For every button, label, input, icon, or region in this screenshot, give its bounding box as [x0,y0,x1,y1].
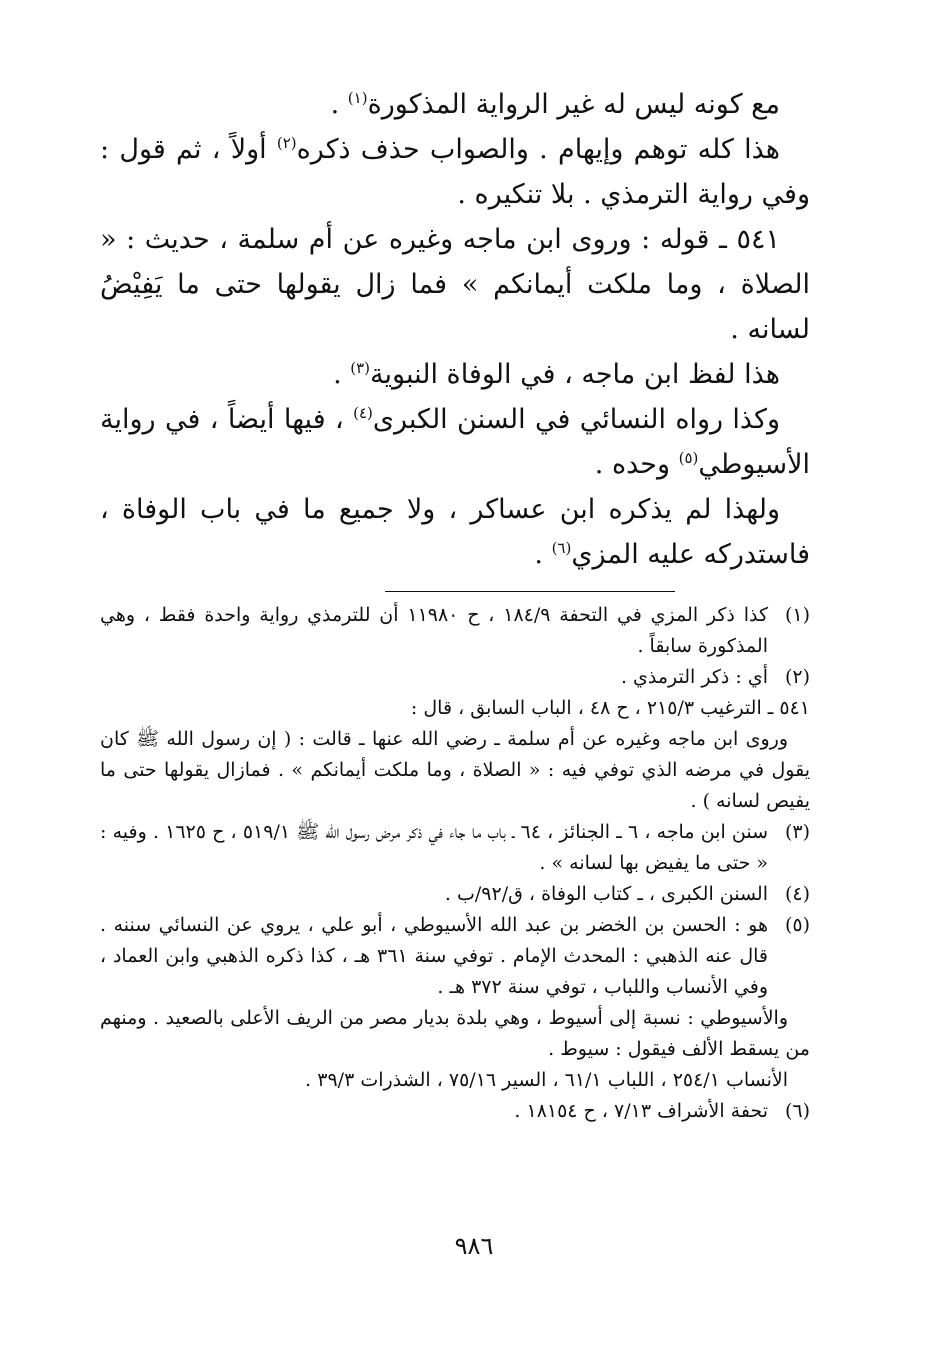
footnote-number: (٤) [784,883,810,905]
footnote-ref-2[interactable]: (٢) [276,134,297,152]
footnote-separator [385,591,675,592]
footnote-ref-3[interactable]: (٣) [350,359,371,377]
paragraph-2: هذا كله توهم وإيهام . والصواب حذف ذكره$^{(٢)}$ أولاً ، ثم قول : وفي رواية الترمذي . بلا تنكيره . [100,134,810,210]
commentary-body: وروى ابن ماجه وغيره عن أم سلمة ـ رضي الله عنها ـ قالت : ( إن رسول الله ﷺ كان يقول في مرضه الذي توفي فيه : « الصلاة ، وما ملكت أيمانكم » . فمازال يقولها حتى ما يفيص لسانه ) . [100,728,810,812]
footnotes [100,600,810,1127]
commentary-541 [100,693,810,817]
page-number: ٩٨٦ [454,1232,494,1260]
paragraph-1: مع كونه ليس له غير الرواية المذكورة$^{(١)}$ . [330,89,780,120]
paragraph-5: وكذا رواه النسائي في السنن الكبرى$^{(٤)}$ ، فيها أيضاً ، في رواية الأسيوطي$^{(٥)}$ وحده . [100,404,810,480]
footnote-separator-wrap [100,591,810,592]
footnote-ref-6[interactable]: (٦) [551,539,572,557]
footnote-text: هو : الحسن بن الخضر بن عبد الله الأسيوطي ، أبو علي ، يروي عن النسائي سننه . قال عنه الذهبي : المحدث الإمام . توفي سنة ٣٦١ هـ ، كذا ذكره الذهبي وابن العماد ، وفي الأنساب واللباب ، توفي سنة ٣٧٢ هـ . [100,914,768,998]
footnote-text: السنن الكبرى ، ـ كتاب الوفاة ، ق/٩٢/ب . [444,883,768,905]
footnote-number: (٣) [784,821,810,843]
footnote-ref-4[interactable]: (٤) [353,404,373,422]
footnote-5-continued [100,1003,810,1096]
footnote-text: والأسيوطي : نسبة إلى أسيوط ، وهي بلدة بديار مصر من الريف الأعلى بالصعيد . ومنهم من يسقط الألف فيقول : سيوط . [100,1007,810,1060]
page-body [100,82,810,1127]
footnote-text: تحفة الأشراف ٧/١٣ ، ح ١٨١٥٤ . [514,1100,768,1122]
footnote-2 [100,662,810,693]
footnote-1 [100,600,810,662]
main-text [100,82,810,577]
paragraph-3: ٥٤١ ـ قوله : وروى ابن ماجه وغيره عن أم سلمة ، حديث : « الصلاة ، وما ملكت أيمانكم » فما زال يقولها حتى ما يَفِيْضُ لسانه . [100,224,810,345]
commentary-heading: ٥٤١ ـ الترغيب ٢١٥/٣ ، ح ٤٨ ، الباب السابق ، قال : [410,697,810,719]
paragraph-4: هذا لفظ ابن ماجه ، في الوفاة النبوية$^{(٣)}$ . [333,359,780,390]
footnote-text: الأنساب ٢٥٤/١ ، اللباب ٦١/١ ، السير ٧٥/١٦ ، الشذرات ٣٩/٣ . [305,1069,788,1091]
footnote-4 [100,879,810,910]
footnote-ref-1[interactable]: (١) [347,89,368,107]
footnote-text: كذا ذكر المزي في التحفة ١٨٤/٩ ، ح ١١٩٨٠ أن للترمذي رواية واحدة فقط ، وهي المذكورة سابقاً . [100,604,769,657]
footnote-number: (٥) [784,914,810,936]
paragraph-6: ولهذا لم يذكره ابن عساكر ، ولا جميع ما في باب الوفاة ، فاستدركه عليه المزي$^{(٦)}$ . [100,494,810,570]
footnote-number: (١) [784,604,810,626]
footnote-number: (٦) [784,1100,810,1122]
footnote-number: (٢) [784,666,810,688]
footnote-3 [100,817,810,879]
footnote-ref-5[interactable]: (٥) [678,449,699,467]
footnote-text: أي : ذكر الترمذي . [620,666,768,688]
footnote-5 [100,910,810,1003]
footnote-text: سنن ابن ماجه ، ٦ ـ الجنائز ، ٦٤ ـ باب ما جاء في ذكر مرض رسول الله ﷺ ٥١٩/١ ، ح ١٦٢٥ . وفيه : « حتى ما يفيض بها لسانه » . [100,821,768,874]
footnote-6 [100,1096,810,1127]
